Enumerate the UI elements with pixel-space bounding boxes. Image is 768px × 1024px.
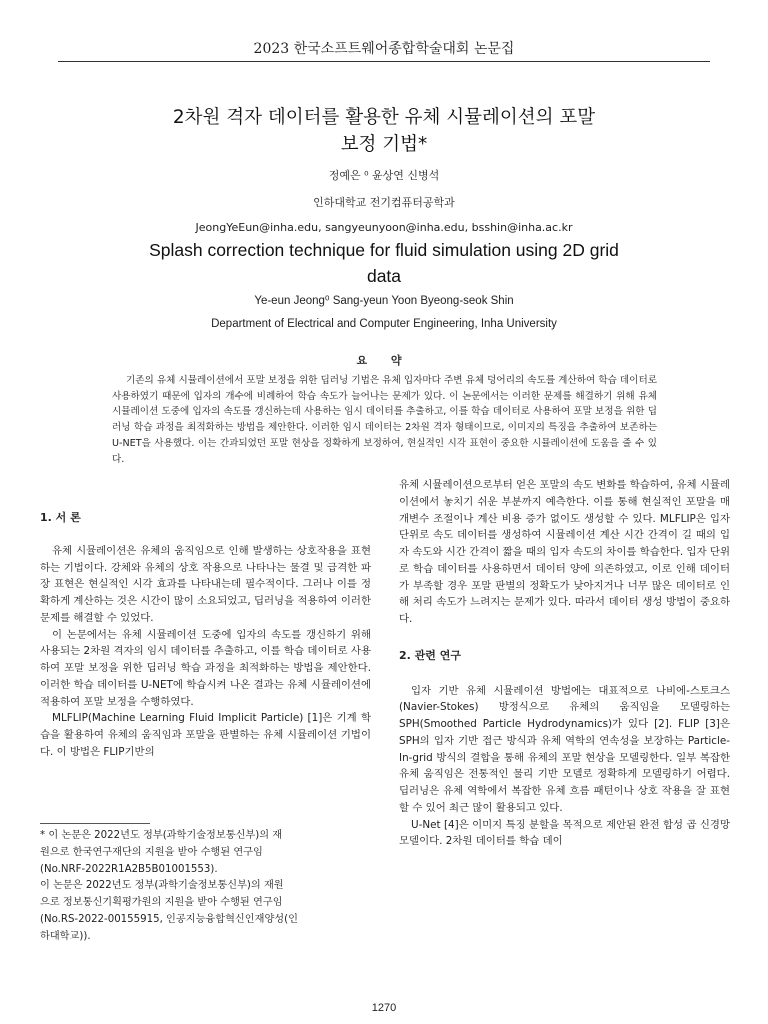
title-korean-line1: 2차원 격자 데이터를 활용한 유체 시뮬레이션의 포말 <box>172 107 596 128</box>
authors-korean: 정예은 ⁰ 윤상연 신병석 <box>328 169 440 182</box>
authors-english: Ye-eun Jeong⁰ Sang-yeun Yoon Byeong-seok Shin <box>254 295 514 307</box>
left-column <box>40 510 371 761</box>
footnote-1-line2: 원으로 한국연구재단의 지원을 받아 수행된 연구임 <box>40 846 263 858</box>
intro-paragraph-1: 유체 시뮬레이션은 유체의 움직임으로 인해 발생하는 상호작용을 표현하는 기법이다. 강체와 유체의 상호 작용으로 나타나는 물결 및 급격한 파장 표현은 현실적인 시각 효과를 나타내는데 필수적이다. 그러나 이를 정확하게 계산하는 것은 시간이 많이 소요되었고, 딥러닝을 적용하여 이러한 문제를 해결할 수 있었다. <box>40 544 371 624</box>
title-english-line2: data <box>366 266 402 286</box>
footnote-1-line1: * 이 논문은 2022년도 정부(과학기술정보통신부)의 재 <box>40 830 283 841</box>
footnote-2-line3: (No.RS-2022-00155915, 인공지능융합혁신인재양성(인 <box>40 913 298 925</box>
header-rule <box>58 61 710 62</box>
intro-paragraph-2: 이 논문에서는 유체 시뮬레이션 도중에 입자의 속도를 갱신하기 위해 사용되는 2차원 격자의 임시 데이터를 추출하고, 이를 학습 데이터로 사용하여 포말 보정을 위한 딥러닝 학습 과정을 최적화하는 방법을 제안한다. 이러한 학습 데이터를 U-NET에 학습시켜 나온 결과는 유체 시뮬레이션에 적용하여 포말 보정을 수행하였다. <box>40 628 371 708</box>
title-korean-line2: 보정 기법* <box>340 134 428 155</box>
title-english-line1: Splash correction technique for fluid simulation using 2D grid <box>149 240 619 260</box>
section-heading-related-work: 2. 관련 연구 <box>399 648 461 662</box>
abstract-heading: 요 약 <box>356 354 412 367</box>
footnote-2-line1: 이 논문은 2022년도 정부(과학기술정보통신부)의 재원 <box>40 880 284 892</box>
footnote-2-line4: 하대학교)). <box>40 930 91 942</box>
footnote-rule <box>40 823 150 824</box>
affiliation-korean: 인하대학교 전기컴퓨터공학과 <box>313 196 455 209</box>
right-column <box>399 477 730 850</box>
page-number: 1270 <box>371 1002 397 1014</box>
section-heading-introduction: 1. 서 론 <box>40 511 81 524</box>
footnote-1-line3: (No.NRF-2022R1A2B5B01001553). <box>40 863 218 875</box>
author-emails: JeongYeEun@inha.edu, sangyeunyoon@inha.edu, bsshin@inha.ac.kr <box>195 221 573 234</box>
continued-paragraph: 유체 시뮬레이션으로부터 얻은 포말의 속도 변화를 학습하여, 유체 시뮬레이션에서 놓치기 쉬운 부분까지 예측한다. 이를 통해 현실적인 포말을 매개변수 조절이나 계산 비용 증가 없이도 생성할 수 있다. MLFLIP은 입자 단위로 속도 데이터를 생성하여 시뮬레이션 계산 시간 간격이 길 때의 입자 속도와 시간 간격이 짧을 때의 입자 속도의 차이를 학습한다. 입자 단위로 학습 데이터를 사용하면서 데이터 양에 의존하였고, 이로 인해 데이터가 부족할 경우 포말 판별의 정확도가 낮아지거나 너무 많은 데이터로 인해 처리 속도가 느려지는 문제가 있다. 따라서 데이터 생성 방법이 중요하다. <box>399 479 730 625</box>
conference-header: 2023 한국소프트웨어종합학술대회 논문집 <box>253 41 515 57</box>
footnote-2-line2: 으로 정보통신기획평가원의 지원을 받아 수행된 연구임 <box>40 897 283 909</box>
abstract-body <box>112 373 657 467</box>
related-work-paragraph-2: U-Net [4]은 이미지 특징 분할을 목적으로 제안된 완전 합성 곱 신경망 모델이다. 2차원 데이터를 학습 데이 <box>399 818 730 848</box>
related-work-paragraph-1: 입자 기반 유체 시뮬레이션 방법에는 대표적으로 나비에-스토크스(Navier-Stokes) 방정식으로 유체의 움직임을 모델링하는 SPH(Smoothed Particle Hydrodynamics)가 있다 [2]. FLIP [3]은 SPH의 입자 기반 접근 방식과 유체 역학의 연속성을 보장하는 Particle-In-grid 방식의 결합을 통해 유체의 포말 현상을 모델링한다. 일부 복잡한 유체 움직임은 전통적인 물리 기반 모델로 정확하게 모델링하기 어렵다. 딥러닝은 유체 역학에서 복잡한 유체 흐름 패턴이나 상호 작용을 잘 표현할 수 있어 최근 많이 활용되고 있다. <box>399 684 730 814</box>
abstract-text: 기존의 유체 시뮬레이션에서 포말 보정을 위한 딥러닝 기법은 유체 입자마다 주변 유체 덩어리의 속도를 계산하여 학습 데이터로 사용하였기 때문에 입자의 개수에 비례하여 학습 속도가 늘어나는 문제가 있다. 이 논문에서는 이러한 문제를 해결하기 위해 유체 시뮬레이션 도중에 입자의 속도를 갱신하는데 사용하는 임시 데이터를 추출하고, 이를 학습 데이터로 사용하여 포말 보정을 위한 딥러닝 학습 과정을 최적화하는 방법을 제안한다. 이러한 임시 데이터는 2차원 격자 형태이므로, 이미지의 특징을 추출하여 보존하는 U-NET을 사용했다. 이는 간과되었던 포말 현상을 정확하게 보정하여, 현실적인 시각 표현이 중요한 시뮬레이션에 도움을 줄 수 있다. <box>112 375 657 465</box>
footnotes <box>40 828 371 946</box>
intro-paragraph-3: MLFLIP(Machine Learning Fluid Implicit Particle) [1]은 기계 학습을 활용하여 유체의 움직임과 포말을 판별하는 유체 시뮬레이션 기법이다. 이 방법은 FLIP기반의 <box>40 712 371 758</box>
department-english: Department of Electrical and Computer Engineering, Inha University <box>211 318 557 330</box>
